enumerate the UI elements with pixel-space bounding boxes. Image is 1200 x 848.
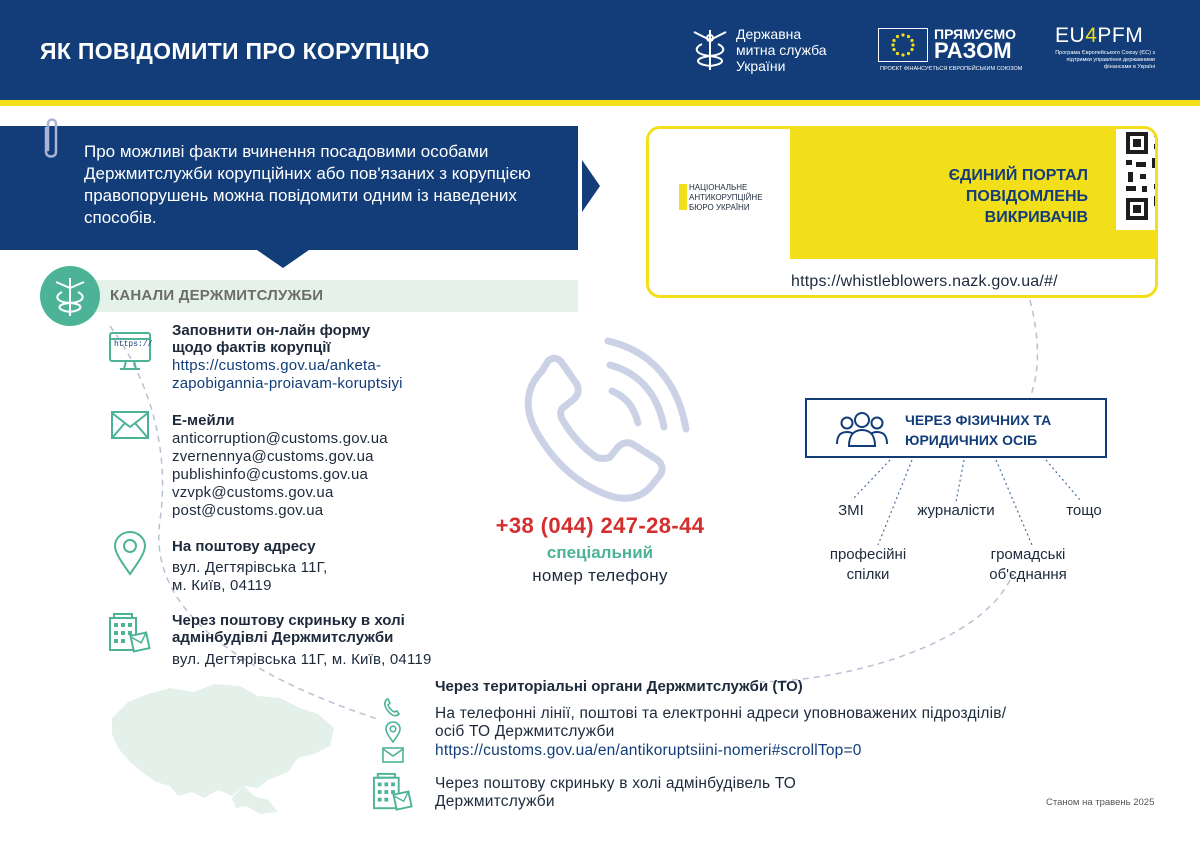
location-pin-small-icon: [384, 721, 402, 748]
email-list: [172, 430, 388, 520]
eu4pfm-digit: 4: [1085, 24, 1098, 47]
email-address[interactable]: post@customs.gov.ua: [172, 502, 324, 519]
eu4pfm-logo: [1055, 24, 1185, 80]
persons-title: ЧЕРЕЗ ФІЗИЧНИХ ТА ЮРИДИЧНИХ ОСІБ: [905, 412, 1052, 448]
eu4pfm-suffix: PFM: [1097, 24, 1144, 47]
online-form-link-line2[interactable]: zapobigannia-proiavam-koruptsiyi: [172, 375, 403, 392]
territorial-title: Через територіальні органи Держмитслужби (ТО): [435, 678, 803, 695]
qr-code-icon[interactable]: [1116, 126, 1158, 230]
email-address[interactable]: publishinfo@customs.gov.ua: [172, 466, 369, 483]
eu-logo-note: ПРОЄКТ ФІНАНСУЄТЬСЯ ЄВРОПЕЙСЬКИМ СОЮЗОМ: [880, 66, 1023, 72]
online-form-title-line1: Заповнити он-лайн форму: [172, 322, 371, 339]
mailbox-title-line2: адмінбудівлі Держмитслужби: [172, 629, 394, 646]
territorial-link[interactable]: https://customs.gov.ua/en/antikoruptsiini-nomeri#scrollTop=0: [435, 742, 862, 759]
eu-logo-word2: РАЗОМ: [934, 38, 1012, 63]
header-stripe: [0, 100, 1200, 106]
envelope-icon: [110, 410, 150, 445]
eu4pfm-prefix: EU: [1055, 24, 1086, 47]
email-address[interactable]: zvernennya@customs.gov.ua: [172, 448, 374, 465]
persons-box: [805, 398, 1107, 458]
mailbox-address: вул. Дегтярівська 11Г, м. Київ, 04119: [172, 651, 432, 668]
portal-title-area: [790, 129, 1158, 259]
online-form-link-line1[interactable]: https://customs.gov.ua/anketa-: [172, 357, 382, 374]
portal-title: ЄДИНИЙ ПОРТАЛ ПОВІДОМЛЕНЬ ВИКРИВАЧІВ: [948, 167, 1088, 226]
envelope-small-icon: [382, 747, 404, 768]
phone-number[interactable]: +38 (044) 247-28-44: [495, 513, 705, 538]
nabu-logo-area: [649, 129, 790, 259]
postal-title: На поштову адресу: [172, 538, 316, 555]
category-media: ЗМІ: [838, 502, 864, 519]
phone-handset-icon: [510, 335, 690, 505]
phone-subtitle: номер телефону: [532, 566, 668, 585]
category-associations: громадські об'єднання: [989, 546, 1067, 583]
email-address[interactable]: anticorruption@customs.gov.ua: [172, 430, 388, 447]
phone-small-icon: [382, 696, 402, 723]
building-mailbox-icon: [108, 612, 152, 659]
eu-logo-word1: ПРЯМУЄМО: [934, 26, 1016, 42]
right-arrow-icon: [582, 160, 600, 212]
category-journalists: журналісти: [917, 502, 995, 519]
building-mailbox-small-icon: [372, 772, 414, 817]
postal-address-line1: вул. Дегтярівська 11Г,: [172, 559, 328, 576]
online-form-title-line2: щодо фактів корупції: [172, 339, 331, 356]
page-title: ЯК ПОВІДОМИТИ ПРО КОРУПЦІЮ: [40, 38, 430, 64]
pryamuiemo-razom-logo: [878, 26, 1023, 76]
portal-link[interactable]: https://whistleblowers.nazk.gov.ua/#/: [791, 273, 1058, 290]
dmsu-logo: [690, 26, 850, 76]
territorial-mailbox-text: Через поштову скриньку в холі адмінбудівель ТО Держмитслужби: [435, 775, 797, 810]
postal-address-line2: м. Київ, 04119: [172, 577, 272, 594]
eu4pfm-subtitle: Програма Європейського Союзу (ЄС) з підтримки управління державними фінансами в Україні: [1055, 50, 1155, 70]
people-group-icon: [835, 408, 889, 450]
as-of-date: Станом на травень 2025: [1046, 797, 1155, 808]
phone-special-label: спеціальний: [546, 543, 654, 562]
channels-emblem: [40, 266, 100, 326]
territorial-text: На телефонні лінії, поштові та електронні адреси уповноважених підрозділів/осіб ТО Держмитслужби: [435, 705, 1007, 740]
postal-address: [172, 559, 327, 595]
nabu-logo-icon: [679, 184, 687, 210]
browser-icon: [108, 331, 152, 373]
online-form-link[interactable]: [172, 357, 403, 393]
dmsu-name: Державна митна служба України: [736, 26, 827, 74]
intro-text: Про можливі факти вчинення посадовими особами Держмитслужби корупційних або пов'язаних з корупцією правопорушень можна повідомити одним із наведених способів.: [84, 142, 531, 227]
mailbox-title-line1: Через поштову скриньку в холі: [172, 612, 405, 629]
category-etc: тощо: [1066, 502, 1102, 519]
caduceus-emblem-icon: [690, 26, 730, 72]
eu-flag-icon: [878, 28, 928, 62]
paperclip-icon: [40, 116, 62, 162]
https-label: https://: [114, 340, 153, 349]
channels-heading: КАНАЛИ ДЕРЖМИТСЛУЖБИ: [110, 287, 324, 304]
nabu-name: НАЦІОНАЛЬНЕ АНТИКОРУПЦІЙНЕ БЮРО УКРАЇНИ: [689, 183, 763, 212]
whistleblower-portal-card: [646, 126, 1158, 298]
category-unions: професійні спілки: [829, 546, 907, 583]
down-arrow-icon: [257, 250, 309, 268]
location-pin-icon: [112, 530, 148, 581]
online-form-title: [172, 322, 370, 356]
caduceus-icon: [40, 266, 100, 326]
eu4pfm-title: [1055, 24, 1185, 48]
mailbox-title: [172, 612, 405, 646]
email-title: Е-мейли: [172, 412, 235, 429]
ukraine-map-icon: [108, 678, 338, 818]
email-address[interactable]: vzvpk@customs.gov.ua: [172, 484, 334, 501]
